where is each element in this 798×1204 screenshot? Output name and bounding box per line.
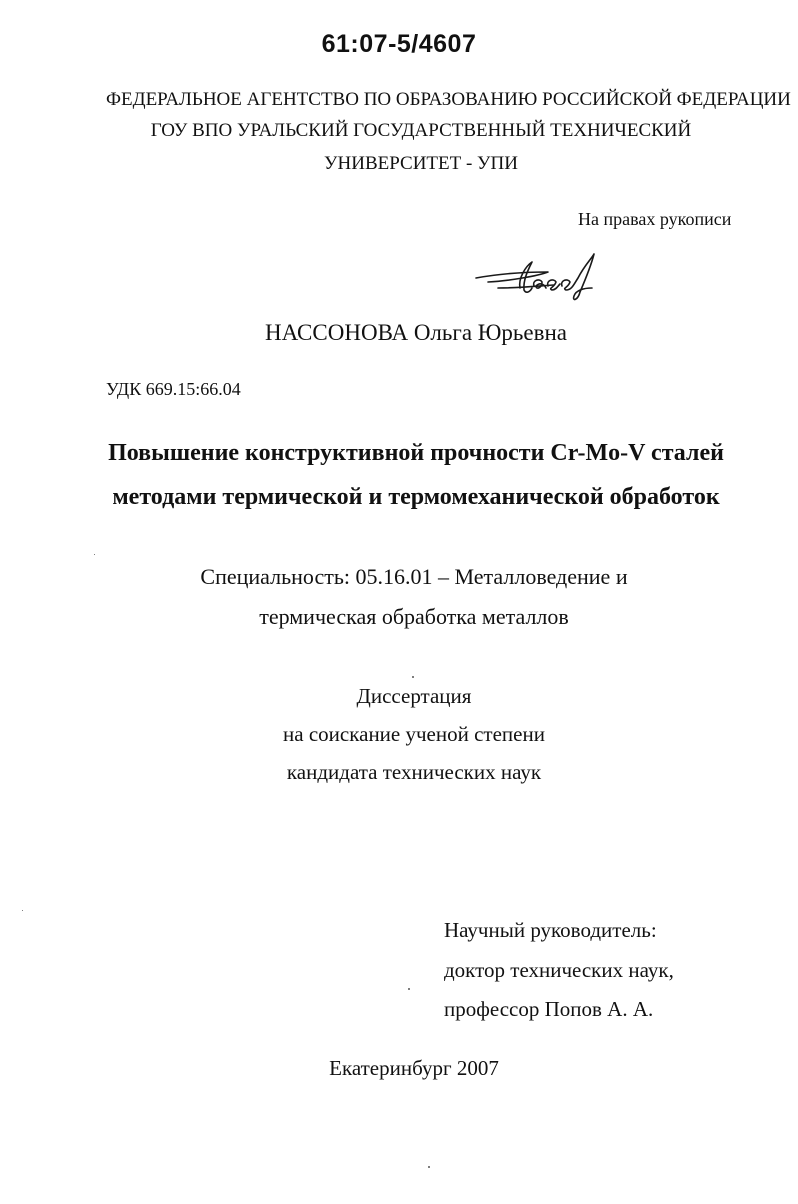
scan-speck bbox=[408, 988, 410, 990]
udk-code: УДК 669.15:66.04 bbox=[106, 379, 241, 399]
manuscript-note: На правах рукописи bbox=[578, 209, 732, 229]
organization-line-2: ГОУ ВПО УРАЛЬСКИЙ ГОСУДАРСТВЕННЫЙ ТЕХНИЧЕСКИЙ bbox=[150, 120, 692, 141]
scan-speck bbox=[94, 554, 95, 555]
dissertation-type: Диссертация bbox=[356, 684, 472, 708]
scan-speck bbox=[22, 910, 23, 911]
place-and-year: Екатеринбург 2007 bbox=[329, 1056, 499, 1080]
advisor-name: профессор Попов А. А. bbox=[444, 997, 654, 1021]
degree-name: кандидата технических наук bbox=[286, 760, 542, 784]
author-signature bbox=[468, 248, 618, 306]
advisor-degree: доктор технических наук, bbox=[444, 958, 674, 982]
specialty-line-2: термическая обработка металлов bbox=[259, 604, 569, 629]
degree-purpose: на соискание ученой степени bbox=[283, 722, 545, 746]
dissertation-title-line-2: методами термической и термомеханической обработок bbox=[112, 484, 720, 510]
scan-speck bbox=[412, 676, 414, 678]
organization-line-1: ФЕДЕРАЛЬНОЕ АГЕНТСТВО ПО ОБРАЗОВАНИЮ РОССИЙСКОЙ ФЕДЕРАЦИИ bbox=[106, 89, 791, 110]
author-name: НАССОНОВА Ольга Юрьевна bbox=[264, 320, 568, 345]
archive-code: 61:07-5/4607 bbox=[321, 30, 477, 58]
specialty-line-1: Специальность: 05.16.01 – Металловедение и bbox=[200, 564, 628, 589]
organization-line-3: УНИВЕРСИТЕТ - УПИ bbox=[324, 153, 518, 174]
dissertation-title-line-1: Повышение конструктивной прочности Cr-Mo-V сталей bbox=[108, 440, 724, 466]
scan-speck bbox=[428, 1166, 430, 1168]
advisor-heading: Научный руководитель: bbox=[444, 918, 657, 942]
